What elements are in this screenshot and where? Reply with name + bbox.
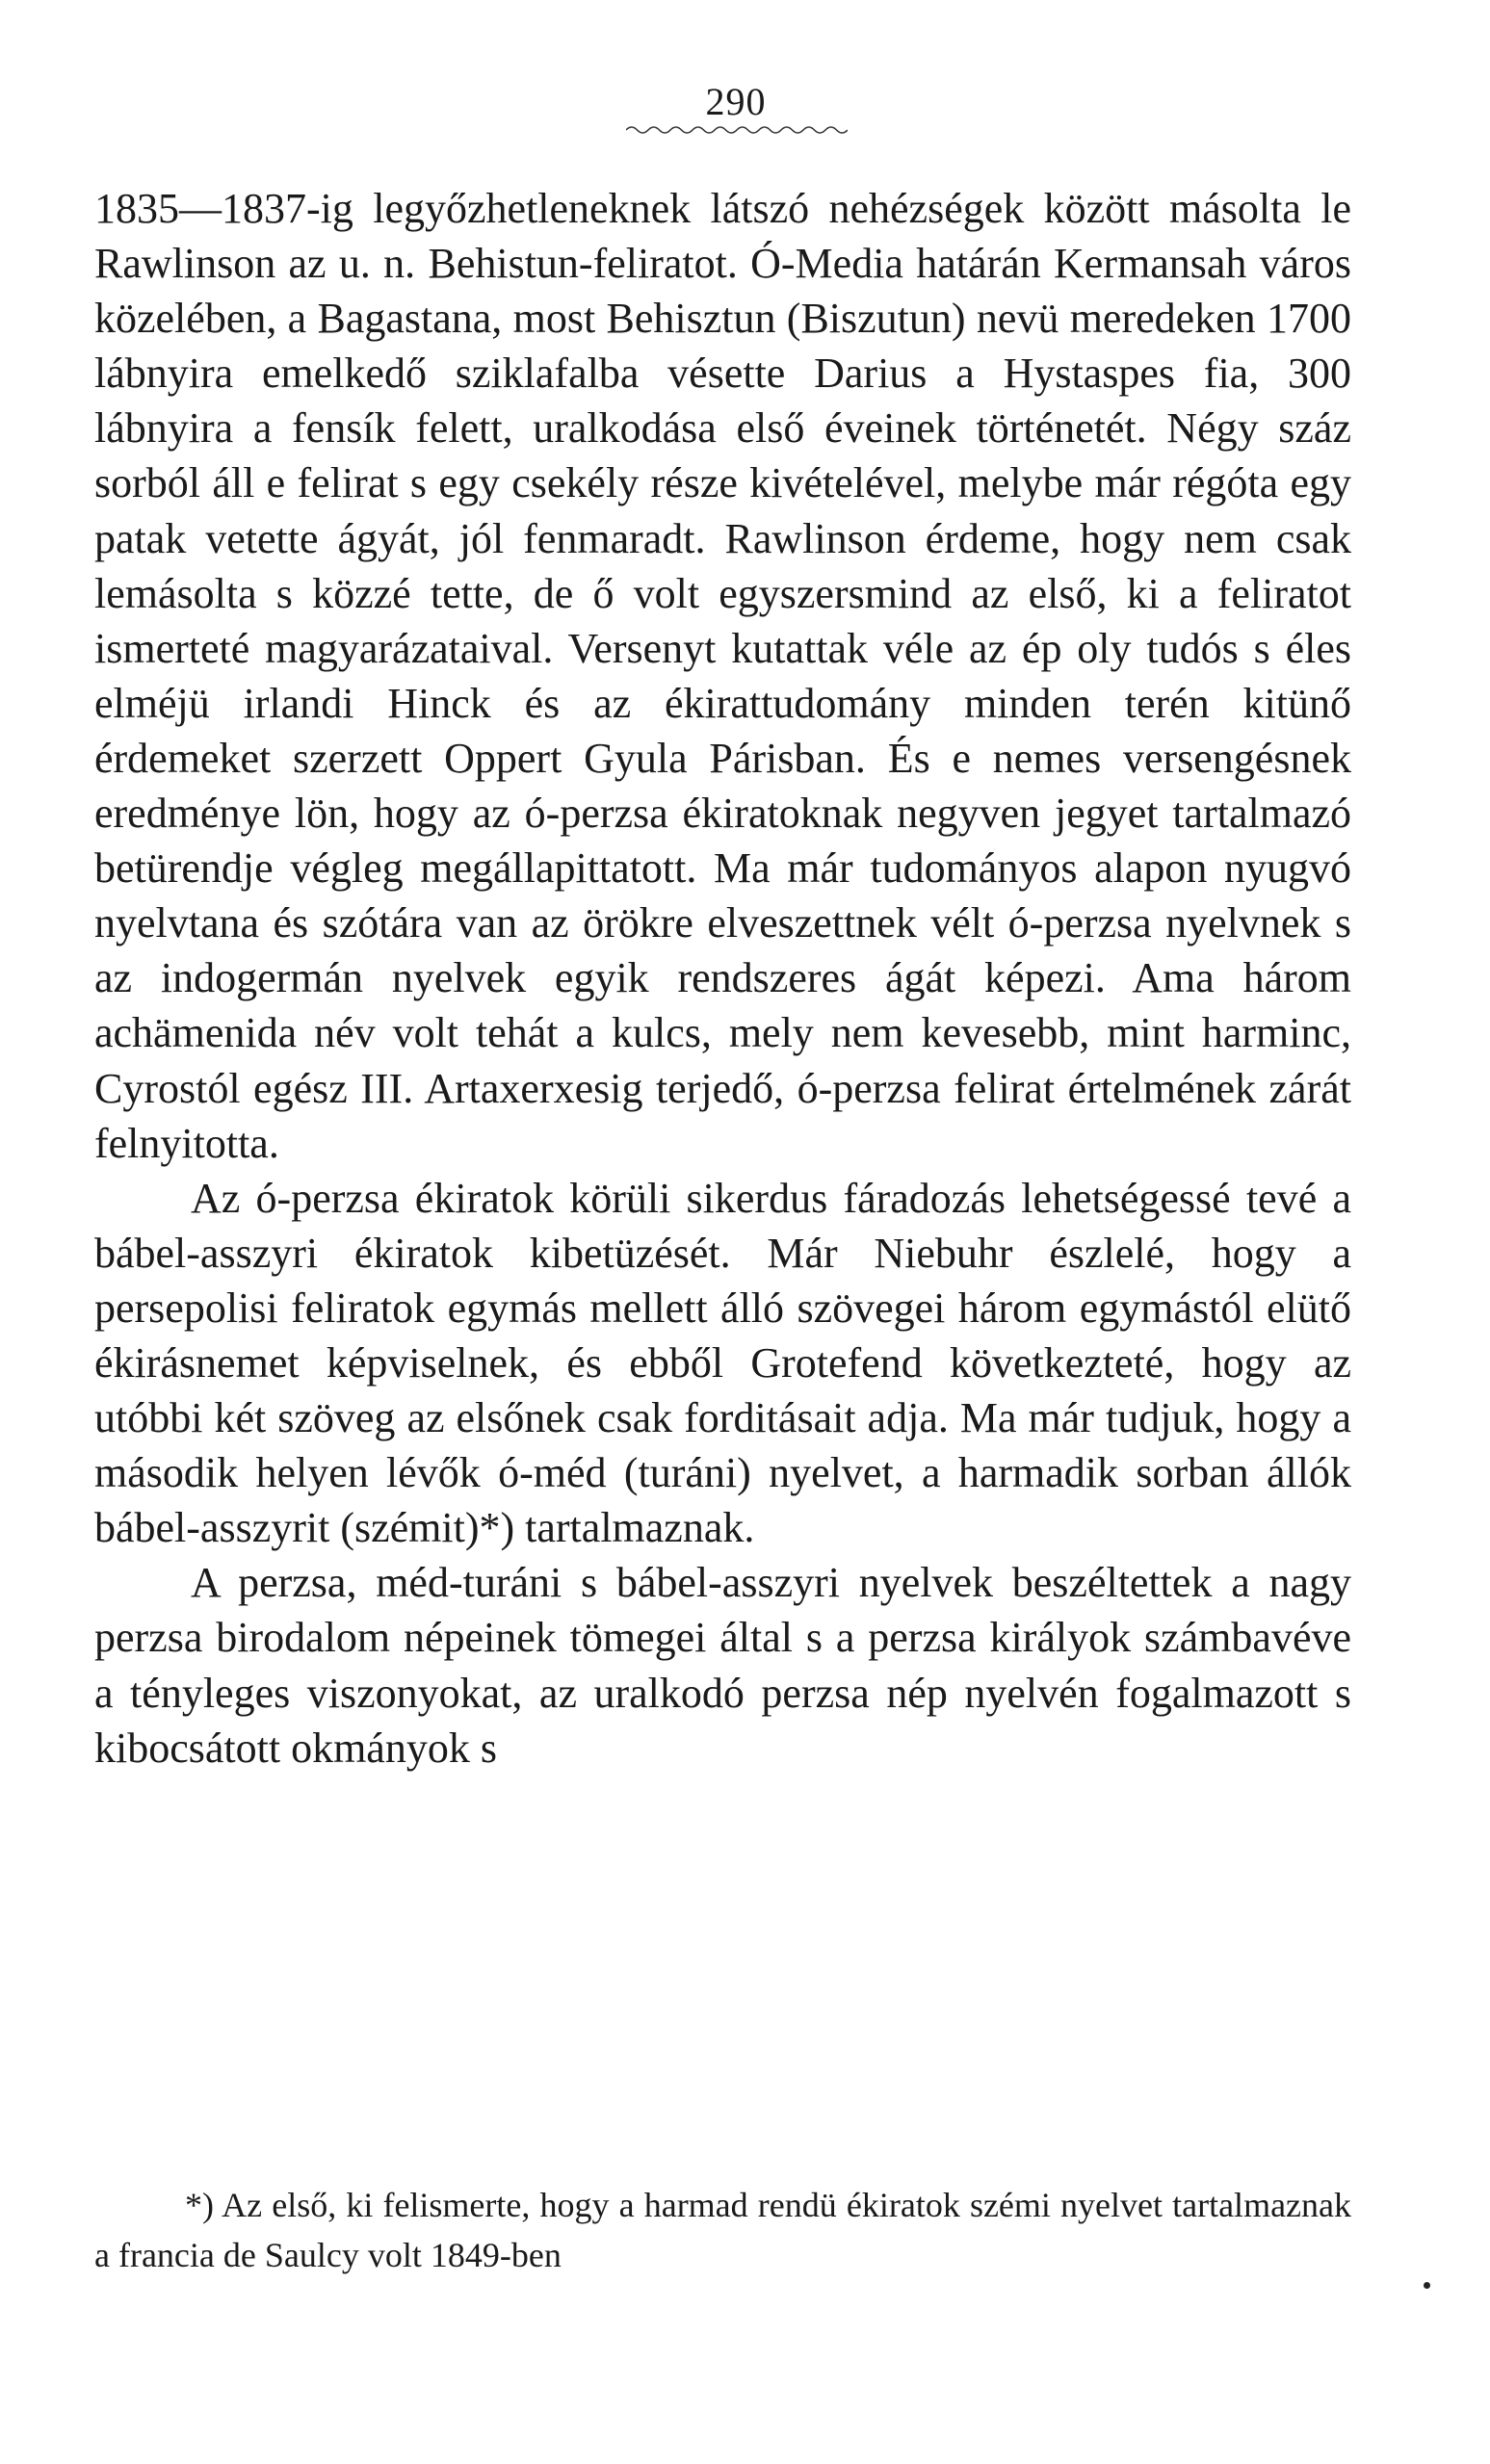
wavy-rule-ornament <box>626 123 848 137</box>
ink-speck <box>1424 2282 1430 2289</box>
paragraph-3: A perzsa, méd-turáni s bábel-asszyri nyelvek beszéltettek a nagy perzsa birodalom népeinek tömegei által s a perzsa királyok számbavéve a tényleges viszonyokat, az uralkodó perzsa nép nyelvén fogalmazott s kibocsátott okmányok s <box>94 1559 1351 1772</box>
footnote-area <box>94 2180 1351 2280</box>
paragraph-1: 1835—1837-ig legyőzhetleneknek látszó nehézségek között másolta le Rawlinson az u. n. Behistun-feliratot. Ó-Media határán Kermansah város közelében, a Bagastana, most Behisztun (Biszutun) nevü meredeken 1700 lábnyira emelkedő sziklafalba vésette Darius a Hystaspes fia, 300 lábnyira a fensík felett, uralkodása első éveinek történetét. Négy száz sorból áll e felirat s egy csekély része kivételével, melybe már régóta egy patak vetette ágyát, jól fenmaradt. Rawlinson érdeme, hogy nem csak lemásolta s közzé tette, de ő volt egyszersmind az első, ki a feliratot ismerteté magyarázataival. Versenyt kutattak véle az ép oly tudós s éles elméjü irlandi Hinck és az ékirattudomány minden terén kitünő érdemeket szerzett Oppert Gyula Párisban. És e nemes versengésnek eredménye lön, hogy az ó-perzsa ékiratoknak negyven jegyet tartalmazó betürendje végleg megállapittatott. Ma már tudományos alapon nyugvó nyelvtana és szótára van az örökre elveszettnek vélt ó-perzsa nyelvnek s az indogermán nyelvek egyik rendszeres ágát képezi. Ama három achämenida név volt tehát a kulcs, mely nem kevesebb, mint harminc, Cyrostól egész III. Artaxerxesig terjedő, ó-perzsa felirat értelmének zárát felnyitotta. <box>94 185 1351 1167</box>
page-number: 290 <box>705 80 767 123</box>
paragraph-2: Az ó-perzsa ékiratok körüli sikerdus fáradozás lehetségessé tevé a bábel-asszyri ékiratok kibetüzését. Már Niebuhr észlelé, hogy a persepolisi feliratok egymás mellett álló szövegei három egymástól elütő ékirásnemet képviselnek, és ebből Grotefend következteté, hogy az utóbbi két szöveg az elsőnek csak forditásait adja. Ma már tudjuk, hogy a második helyen lévők ó-méd (turáni) nyelvet, a harmadik sorban állók bábel-asszyrit (szémit)*) tartalmaznak. <box>94 1174 1351 1552</box>
body-text <box>94 181 1351 1776</box>
footnote: *) Az első, ki felismerte, hogy a harmad rendü ékiratok szémi nyelvet tartalmaznak a francia de Saulcy volt 1849-ben <box>94 2186 1351 2274</box>
